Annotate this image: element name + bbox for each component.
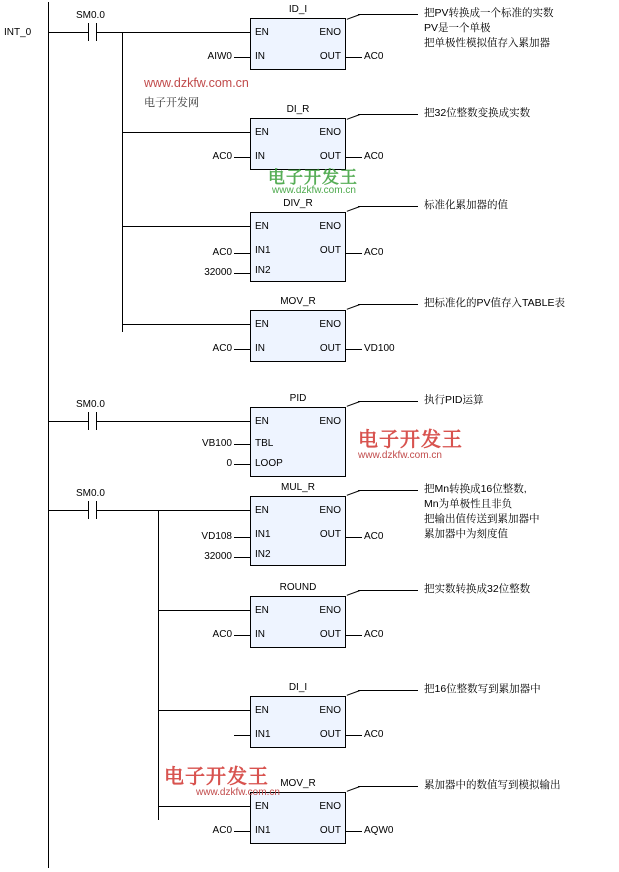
pin-out: OUT bbox=[319, 245, 341, 256]
wire-in1 bbox=[234, 735, 250, 736]
wire-en bbox=[158, 610, 250, 611]
pin-en: EN bbox=[255, 127, 269, 138]
comment-leader bbox=[358, 401, 418, 402]
pin-en: EN bbox=[255, 505, 269, 516]
watermark-url-red-2: www.dzkfw.com.cn bbox=[196, 787, 280, 798]
pin-in: IN bbox=[255, 151, 265, 162]
block-title: ID_I bbox=[288, 4, 308, 15]
contact-label-n2: SM0.0 bbox=[76, 399, 105, 410]
wire-en bbox=[122, 132, 250, 133]
wire-in2 bbox=[234, 557, 250, 558]
pin-loop: LOOP bbox=[255, 458, 283, 469]
pin-out: OUT bbox=[319, 529, 341, 540]
comment-leader bbox=[347, 590, 360, 596]
wire-in1 bbox=[234, 253, 250, 254]
operand-out-aqw0: AQW0 bbox=[364, 825, 394, 836]
operand-out-ac0: AC0 bbox=[364, 531, 384, 542]
operand-in-ac0: AC0 bbox=[212, 151, 232, 162]
wire-loop bbox=[234, 464, 250, 465]
pin-tbl: TBL bbox=[255, 438, 274, 449]
operand-in1-vd108: VD108 bbox=[201, 531, 232, 542]
watermark-url-green: www.dzkfw.com.cn bbox=[272, 185, 356, 196]
comment-leader bbox=[347, 304, 360, 310]
pin-eno: ENO bbox=[319, 319, 341, 330]
pin-en: EN bbox=[255, 605, 269, 616]
block-title: PID bbox=[289, 393, 307, 404]
comment-n3-b1 bbox=[424, 482, 540, 542]
pin-eno: ENO bbox=[319, 416, 341, 427]
block-mov-r-2[interactable] bbox=[250, 778, 346, 844]
wire-tbl bbox=[234, 444, 250, 445]
pin-in1: IN1 bbox=[255, 825, 271, 836]
watermark-url-1: www.dzkfw.com.cn bbox=[144, 76, 249, 90]
comment-leader bbox=[358, 590, 418, 591]
comment-n3-b4 bbox=[424, 778, 561, 793]
operand-out-ac0: AC0 bbox=[364, 729, 384, 740]
rung-wire bbox=[96, 510, 250, 511]
comment-leader bbox=[358, 114, 418, 115]
operand-in1-ac0: AC0 bbox=[212, 247, 232, 258]
comment-line: 标准化累加器的值 bbox=[424, 199, 508, 211]
pin-out: OUT bbox=[319, 825, 341, 836]
watermark-url-red-1: www.dzkfw.com.cn bbox=[358, 450, 442, 461]
comment-line: 累加器中为刻度值 bbox=[424, 528, 508, 540]
comment-leader bbox=[358, 206, 418, 207]
routine-label: INT_0 bbox=[4, 27, 32, 38]
wire-out bbox=[346, 831, 362, 832]
block-title: DI_I bbox=[288, 682, 308, 693]
comment-n3-b3 bbox=[424, 682, 541, 697]
comment-leader bbox=[358, 490, 418, 491]
block-title: MOV_R bbox=[280, 296, 316, 307]
wire-en bbox=[226, 32, 250, 33]
pin-eno: ENO bbox=[319, 801, 341, 812]
pin-in1: IN1 bbox=[255, 729, 271, 740]
pin-eno: ENO bbox=[319, 605, 341, 616]
comment-line: 把实数转换成32位整数 bbox=[424, 583, 531, 595]
rung-wire bbox=[48, 421, 88, 422]
rung-wire bbox=[96, 32, 226, 33]
wire-in bbox=[234, 349, 250, 350]
pin-eno: ENO bbox=[319, 221, 341, 232]
comment-n2-b1 bbox=[424, 393, 484, 408]
block-round[interactable] bbox=[250, 582, 346, 648]
pin-en: EN bbox=[255, 705, 269, 716]
wire-out bbox=[346, 253, 362, 254]
operand-out-ac0: AC0 bbox=[364, 51, 384, 62]
block-title: MOV_R bbox=[280, 778, 316, 789]
comment-leader bbox=[358, 14, 418, 15]
wire-en bbox=[158, 710, 250, 711]
comment-n1-b4 bbox=[424, 296, 565, 311]
operand-in-ac0: AC0 bbox=[212, 343, 232, 354]
watermark-logo-green: 电子开发王 bbox=[268, 168, 358, 187]
wire-en bbox=[122, 324, 250, 325]
operand-out-ac0: AC0 bbox=[364, 247, 384, 258]
block-title: MUL_R bbox=[281, 482, 315, 493]
comment-leader bbox=[358, 304, 418, 305]
wire-out bbox=[346, 537, 362, 538]
operand-in2-32000: 32000 bbox=[204, 267, 232, 278]
contact-bar bbox=[88, 501, 89, 519]
contact-bar bbox=[88, 412, 89, 430]
comment-line: 把单极性模拟值存入累加器 bbox=[424, 37, 550, 49]
comment-leader bbox=[347, 401, 360, 407]
block-title: DIV_R bbox=[283, 198, 313, 209]
block-title: ROUND bbox=[279, 582, 317, 593]
block-mul-r[interactable] bbox=[250, 482, 346, 566]
operand-tbl-vb100: VB100 bbox=[201, 438, 232, 449]
block-mov-r-1[interactable] bbox=[250, 296, 346, 362]
comment-line: 把输出值传送到累加器中 bbox=[424, 513, 540, 525]
comment-line: 累加器中的数值写到模拟输出 bbox=[424, 779, 561, 791]
comment-leader bbox=[347, 786, 360, 792]
watermark-logo-red-1: 电子开发王 bbox=[358, 429, 463, 451]
comment-n3-b2 bbox=[424, 582, 530, 597]
wire-in1 bbox=[234, 537, 250, 538]
operand-loop-0: 0 bbox=[226, 458, 232, 469]
operand-in2-32000: 32000 bbox=[204, 551, 232, 562]
comment-leader bbox=[347, 14, 360, 20]
pin-en: EN bbox=[255, 801, 269, 812]
wire-in bbox=[234, 635, 250, 636]
operand-out-vd100: VD100 bbox=[364, 343, 395, 354]
comment-line: PV是一个单极 bbox=[424, 22, 491, 34]
pin-out: OUT bbox=[319, 51, 341, 62]
wire-out bbox=[346, 349, 362, 350]
block-id-i[interactable] bbox=[250, 4, 346, 70]
pin-in1: IN1 bbox=[255, 245, 271, 256]
contact-label-n1: SM0.0 bbox=[76, 10, 105, 21]
comment-leader bbox=[347, 206, 360, 212]
pin-out: OUT bbox=[319, 151, 341, 162]
operand-out-ac0: AC0 bbox=[364, 151, 384, 162]
block-div-r[interactable] bbox=[250, 198, 346, 282]
pin-en: EN bbox=[255, 27, 269, 38]
operand-in-aiw0: AIW0 bbox=[207, 51, 232, 62]
pin-in1: IN1 bbox=[255, 529, 271, 540]
block-pid[interactable] bbox=[250, 393, 346, 477]
block-title: DI_R bbox=[286, 104, 310, 115]
comment-leader bbox=[347, 690, 360, 696]
comment-leader bbox=[347, 490, 360, 496]
comment-line: 把16位整数写到累加器中 bbox=[424, 683, 541, 695]
wire-out bbox=[346, 57, 362, 58]
wire-en bbox=[122, 226, 250, 227]
pin-en: EN bbox=[255, 416, 269, 427]
wire-out bbox=[346, 635, 362, 636]
wire-out bbox=[346, 735, 362, 736]
wire-out bbox=[346, 157, 362, 158]
wire-en bbox=[158, 806, 250, 807]
pin-in2: IN2 bbox=[255, 549, 271, 560]
comment-line: 把标准化的PV值存入TABLE表 bbox=[424, 297, 565, 309]
pin-in: IN bbox=[255, 629, 265, 640]
wire-in bbox=[234, 57, 250, 58]
watermark-logo-red-2: 电子开发王 bbox=[164, 766, 269, 788]
rung-wire bbox=[96, 421, 250, 422]
comment-leader bbox=[358, 786, 418, 787]
comment-line: 执行PID运算 bbox=[424, 394, 484, 406]
contact-bar bbox=[88, 23, 89, 41]
comment-n1-b1 bbox=[424, 6, 554, 51]
comment-line: 把PV转换成一个标准的实数 bbox=[424, 7, 554, 19]
comment-n1-b2 bbox=[424, 106, 530, 121]
comment-leader bbox=[347, 114, 360, 120]
pin-eno: ENO bbox=[319, 705, 341, 716]
power-rail bbox=[48, 2, 49, 868]
pin-in: IN bbox=[255, 343, 265, 354]
rung-wire bbox=[48, 510, 88, 511]
branch-bus-n3 bbox=[158, 510, 159, 820]
wire-in bbox=[234, 157, 250, 158]
pin-out: OUT bbox=[319, 729, 341, 740]
wire-in1 bbox=[234, 831, 250, 832]
pin-eno: ENO bbox=[319, 127, 341, 138]
comment-line: 把32位整数变换成实数 bbox=[424, 107, 531, 119]
contact-label-n3: SM0.0 bbox=[76, 488, 105, 499]
block-di-i[interactable] bbox=[250, 682, 346, 748]
pin-eno: ENO bbox=[319, 27, 341, 38]
pin-in: IN bbox=[255, 51, 265, 62]
pin-out: OUT bbox=[319, 343, 341, 354]
comment-line: 把Mn转换成16位整数, bbox=[424, 483, 527, 495]
watermark-site-name: 电子开发网 bbox=[144, 97, 199, 109]
wire-in2 bbox=[234, 273, 250, 274]
pin-en: EN bbox=[255, 319, 269, 330]
pin-eno: ENO bbox=[319, 505, 341, 516]
branch-bus-n1 bbox=[122, 32, 123, 332]
pin-en: EN bbox=[255, 221, 269, 232]
rung-wire bbox=[48, 32, 88, 33]
operand-in-ac0: AC0 bbox=[212, 629, 232, 640]
comment-line: Mn为单极性且非负 bbox=[424, 498, 513, 510]
comment-n1-b3 bbox=[424, 198, 508, 213]
comment-leader bbox=[358, 690, 418, 691]
operand-out-ac0: AC0 bbox=[364, 629, 384, 640]
pin-in2: IN2 bbox=[255, 265, 271, 276]
pin-out: OUT bbox=[319, 629, 341, 640]
operand-in1-ac0: AC0 bbox=[212, 825, 232, 836]
